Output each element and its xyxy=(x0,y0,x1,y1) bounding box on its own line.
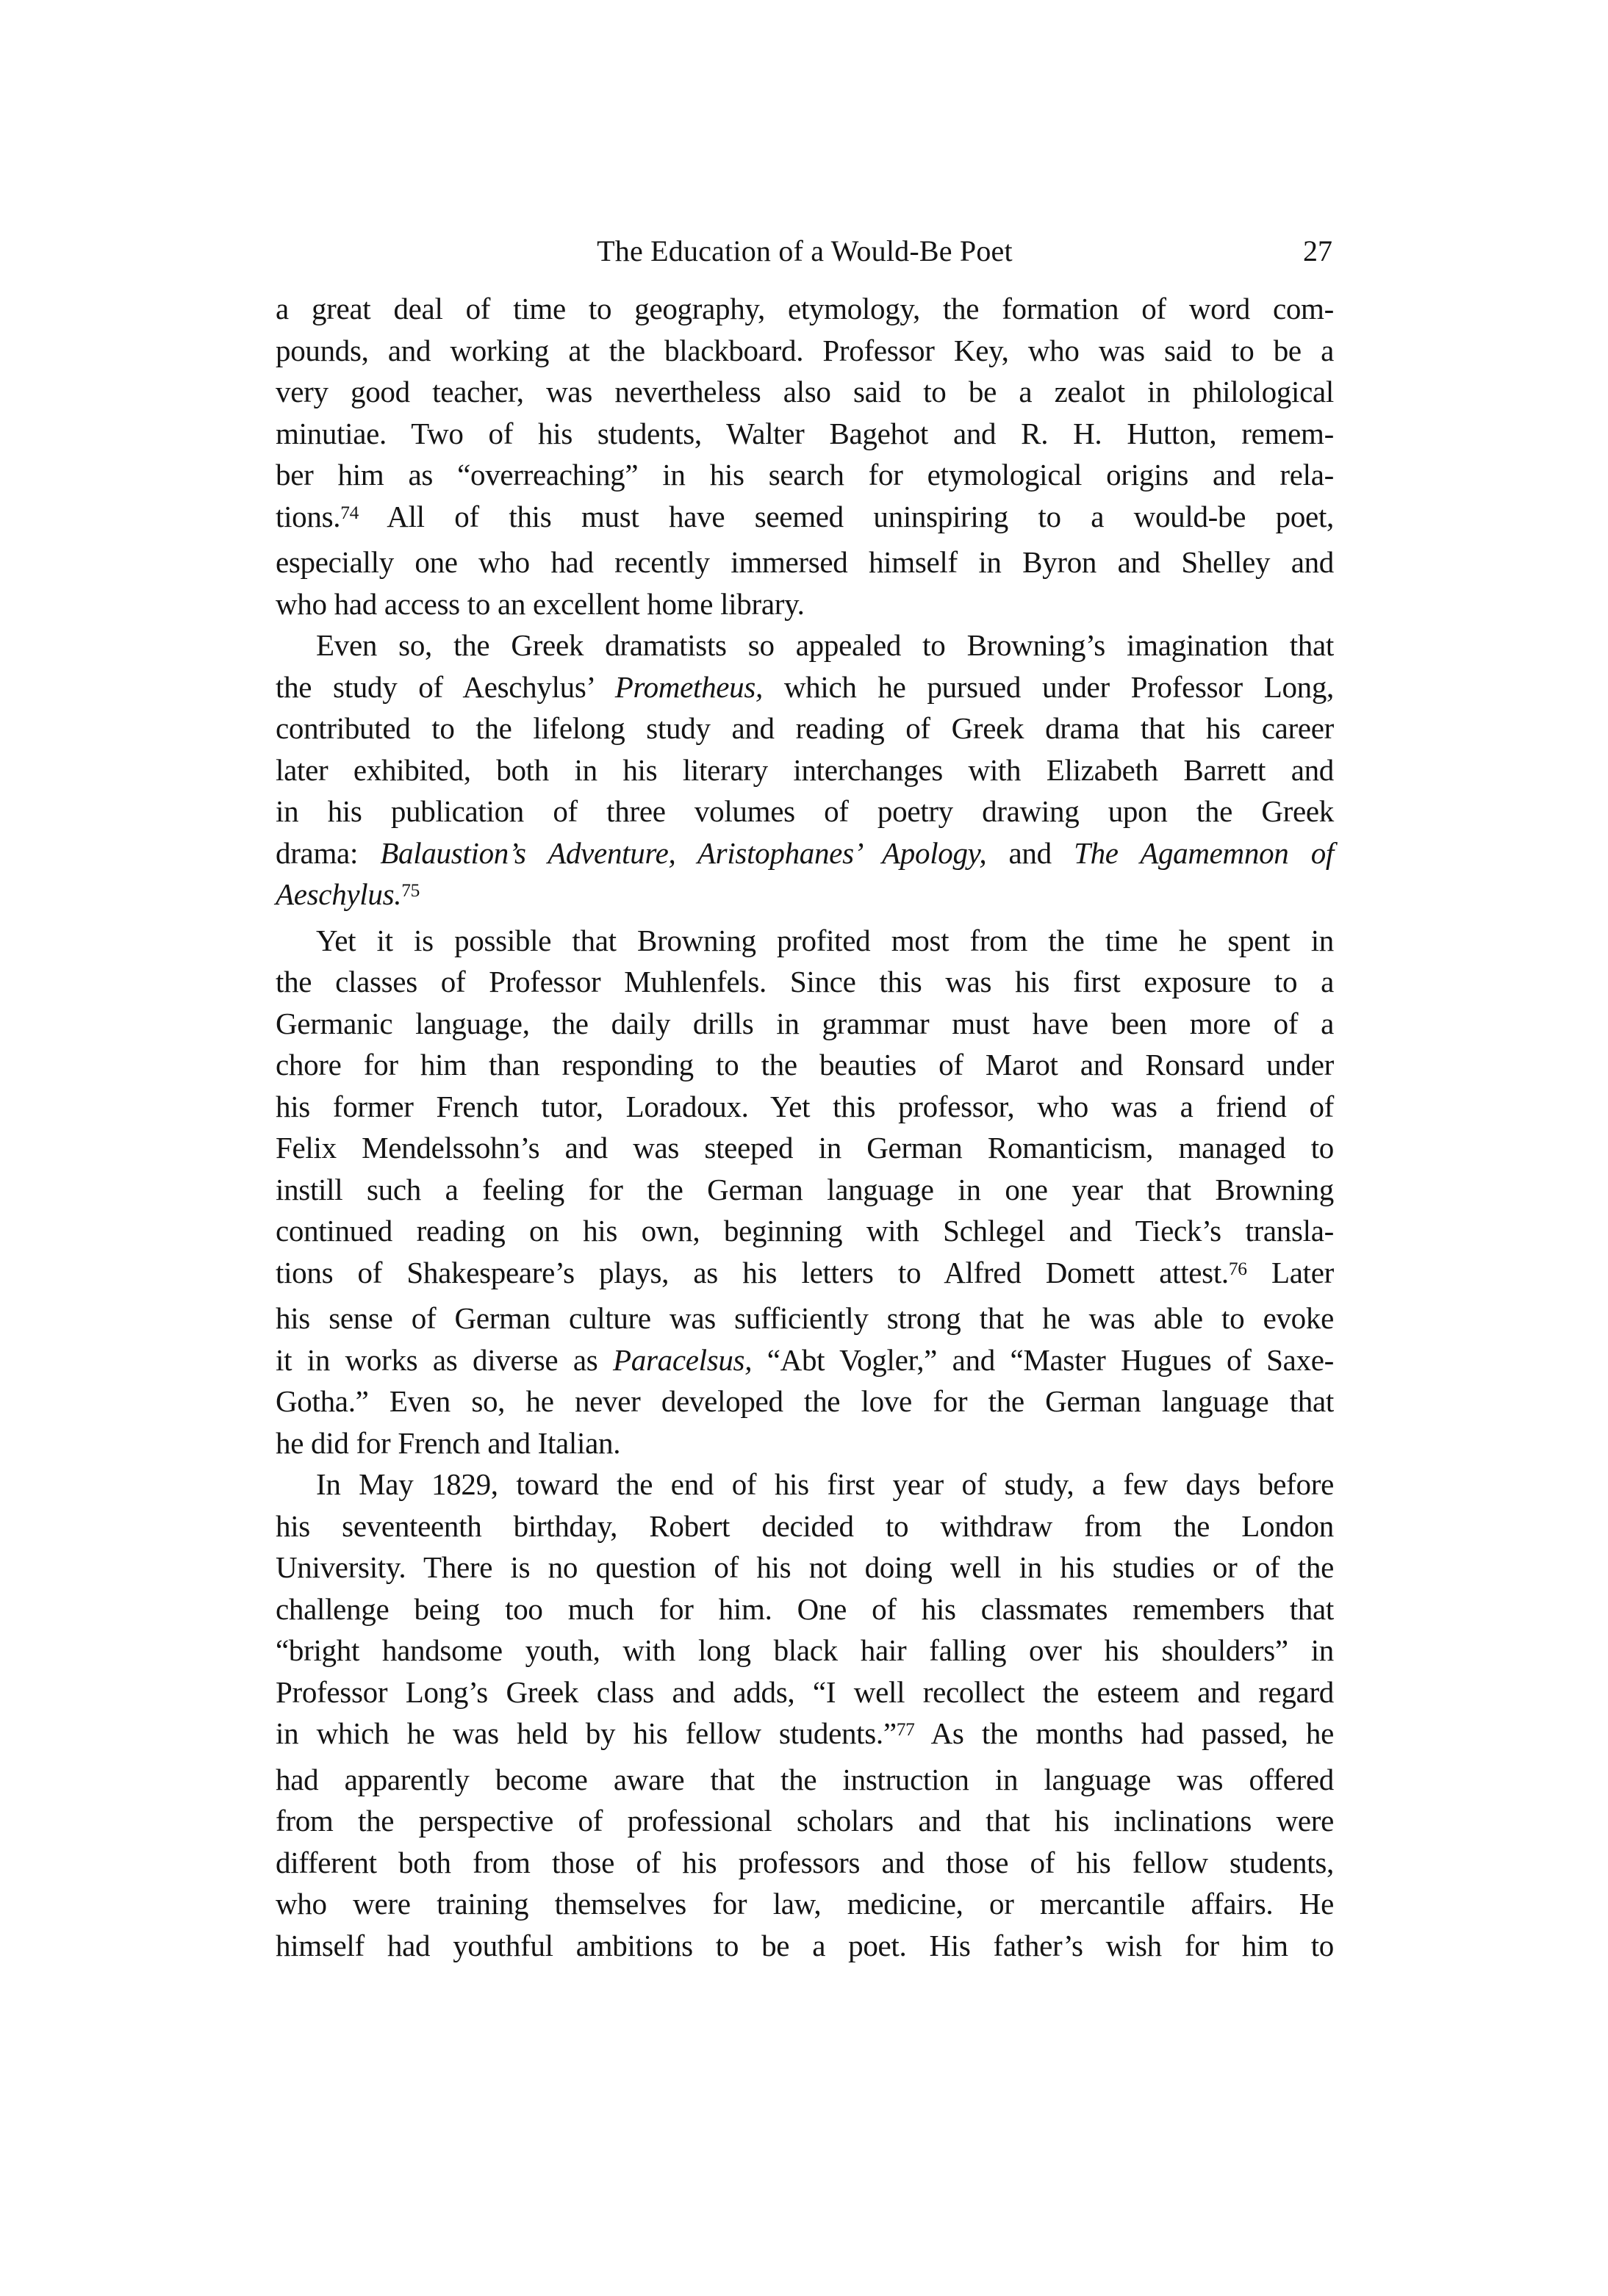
text-segment: All of this must have seemed uninspiring to a would-be poet, xyxy=(359,499,1334,533)
text-line xyxy=(276,708,1334,749)
text-segment: the study of Aeschylus’ xyxy=(276,669,615,704)
text-segment: Later xyxy=(1246,1255,1334,1289)
text-segment: Germanic language, the daily drills in grammar must have been more of a xyxy=(276,1006,1334,1040)
text-line xyxy=(276,1252,1334,1298)
text-segment: had apparently become aware that the instruction in language was offered xyxy=(276,1762,1334,1796)
text-segment: Felix Mendelssohn’s and was steeped in German Romanticism, managed to xyxy=(276,1131,1334,1165)
italic-title: Prometheus, xyxy=(614,669,763,704)
text-segment: drama: xyxy=(276,835,381,870)
text-line xyxy=(276,961,1334,1003)
text-segment: challenge being too much for him. One of his classmates remembers that xyxy=(276,1591,1334,1626)
text-line xyxy=(276,1925,1334,1967)
text-line xyxy=(276,1842,1334,1884)
text-line xyxy=(276,625,1334,666)
text-segment: his seventeenth birthday, Robert decided to withdraw from the London xyxy=(276,1508,1334,1543)
footnote-ref: 74 xyxy=(340,502,359,523)
footnote-ref: 77 xyxy=(896,1719,915,1741)
text-segment: he did for French and Italian. xyxy=(276,1425,621,1460)
italic-title: Paracelsus, xyxy=(613,1342,753,1377)
text-segment: As the months had passed, he xyxy=(914,1716,1334,1750)
text-line xyxy=(276,1127,1334,1169)
page-number: 27 xyxy=(1303,234,1332,267)
text-line xyxy=(276,496,1334,542)
text-line xyxy=(276,371,1334,413)
text-line xyxy=(276,832,1334,874)
text-line xyxy=(276,1671,1334,1713)
text-segment: from the perspective of professional scholars and that his inclinations were xyxy=(276,1804,1334,1838)
text-line xyxy=(276,1339,1334,1381)
text-segment: Gotha.” Even so, he never developed the love for the German language that xyxy=(276,1384,1334,1418)
text-line xyxy=(276,749,1334,791)
body-text xyxy=(276,288,1334,1966)
italic-title: Aeschylus. xyxy=(276,877,402,911)
text-line xyxy=(276,1630,1334,1671)
text-line xyxy=(276,583,1334,625)
text-line xyxy=(276,1800,1334,1842)
text-line xyxy=(276,1169,1334,1211)
text-segment: his sense of German culture was sufficiently strong that he was able to evoke xyxy=(276,1301,1334,1335)
text-segment: which he pursued under Professor Long, xyxy=(762,669,1334,704)
text-segment: “bright handsome youth, with long black hair falling over his shoulders” in xyxy=(276,1633,1334,1667)
text-line xyxy=(276,920,1334,962)
footnote-ref: 75 xyxy=(401,880,420,902)
text-line xyxy=(276,330,1334,372)
text-line xyxy=(276,1713,1334,1759)
text-line xyxy=(276,541,1334,583)
italic-title: The Agamemnon of xyxy=(1074,835,1335,870)
text-segment: different both from those of his professors and those of his fellow students, xyxy=(276,1845,1334,1879)
text-line xyxy=(276,1086,1334,1128)
text-segment: chore for him than responding to the beauties of Marot and Ronsard under xyxy=(276,1048,1334,1082)
text-segment: Yet it is possible that Browning profited most from the time he spent in xyxy=(316,923,1334,957)
text-line xyxy=(276,1210,1334,1252)
text-segment: who had access to an excellent home library. xyxy=(276,586,805,621)
text-segment: Professor Long’s Greek class and adds, “I well recollect the esteem and regard xyxy=(276,1674,1334,1709)
text-segment: especially one who had recently immersed himself in Byron and Shelley and xyxy=(276,545,1334,579)
italic-title: Balaustion’s Adventure, Aristophanes’ Apology, xyxy=(380,835,987,870)
text-line xyxy=(276,1464,1334,1505)
text-segment: instill such a feeling for the German language in one year that Browning xyxy=(276,1172,1334,1206)
text-segment: very good teacher, was nevertheless also said to be a zealot in philological xyxy=(276,375,1334,409)
text-line xyxy=(276,1588,1334,1630)
text-segment: University. There is no question of his not doing well in his studies or of the xyxy=(276,1550,1334,1584)
text-line xyxy=(276,1759,1334,1801)
text-line xyxy=(276,1422,1334,1464)
text-segment: tions of Shakespeare’s plays, as his letters to Alfred Domett attest. xyxy=(276,1255,1229,1289)
text-line xyxy=(276,1381,1334,1422)
text-segment: ber him as “overreaching” in his search for etymological origins and rela- xyxy=(276,458,1334,492)
text-segment: pounds, and working at the blackboard. Professor Key, who was said to be a xyxy=(276,333,1334,367)
text-segment: contributed to the lifelong study and reading of Greek drama that his career xyxy=(276,711,1334,745)
text-segment: his former French tutor, Loradoux. Yet this professor, who was a friend of xyxy=(276,1089,1334,1123)
text-line xyxy=(276,791,1334,832)
text-line xyxy=(276,1044,1334,1086)
text-line xyxy=(276,1298,1334,1339)
text-segment: who were training themselves for law, medicine, or mercantile affairs. He xyxy=(276,1887,1334,1921)
text-segment: later exhibited, both in his literary interchanges with Elizabeth Barrett and xyxy=(276,752,1334,787)
text-segment: continued reading on his own, beginning with Schlegel and Tieck’s transla- xyxy=(276,1214,1334,1248)
running-title: The Education of a Would-Be Poet xyxy=(597,234,1013,267)
text-segment: in his publication of three volumes of poetry drawing upon the Greek xyxy=(276,794,1334,828)
text-segment: minutiae. Two of his students, Walter Bagehot and R. H. Hutton, remem- xyxy=(276,416,1334,450)
text-segment: “Abt Vogler,” and “Master Hugues of Saxe- xyxy=(752,1342,1334,1377)
text-segment: tions. xyxy=(276,499,341,533)
text-segment: Even so, the Greek dramatists so appealed to Browning’s imagination that xyxy=(316,628,1334,662)
text-line xyxy=(276,413,1334,455)
text-segment: In May 1829, toward the end of his first year of study, a few days before xyxy=(316,1467,1334,1501)
text-segment: and xyxy=(986,835,1074,870)
text-line xyxy=(276,1547,1334,1588)
text-line xyxy=(276,1505,1334,1547)
text-segment: himself had youthful ambitions to be a poet. His father’s wish for him to xyxy=(276,1928,1334,1962)
text-segment: a great deal of time to geography, etymology, the formation of word com- xyxy=(276,292,1334,325)
text-line xyxy=(276,1883,1334,1925)
page-header xyxy=(276,234,1334,270)
text-segment: in which he was held by his fellow students.” xyxy=(276,1716,897,1750)
text-line xyxy=(276,454,1334,496)
footnote-ref: 76 xyxy=(1228,1258,1247,1279)
text-line xyxy=(276,874,1334,920)
text-segment: the classes of Professor Muhlenfels. Since this was his first exposure to a xyxy=(276,965,1334,998)
text-segment: it in works as diverse as xyxy=(276,1342,614,1377)
text-line xyxy=(276,288,1334,330)
text-line xyxy=(276,666,1334,708)
text-line xyxy=(276,1003,1334,1045)
